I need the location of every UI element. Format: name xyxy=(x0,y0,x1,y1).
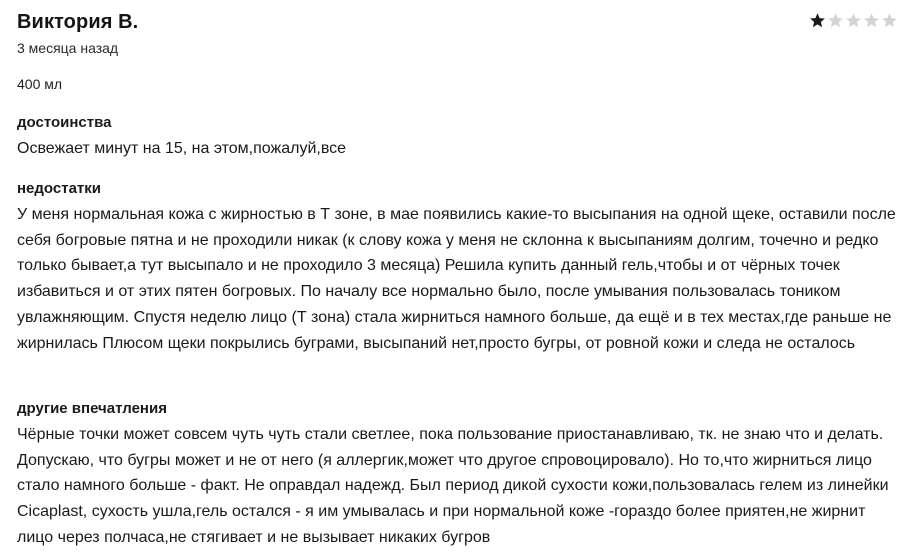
pros-title: достоинства xyxy=(17,114,112,131)
review-date: 3 месяца назад xyxy=(17,40,119,56)
cons-title: недостатки xyxy=(17,180,101,197)
star-empty-icon xyxy=(827,12,844,29)
other-impressions-title: другие впечатления xyxy=(17,400,167,417)
cons-text: У меня нормальная кожа с жирностью в Т зоне, в мае появились какие-то высыпания на одной щеке, оставили после себя богровые пятна и не проходили никак (к слову кожа у меня не склонна к высыпаниям долгим, точечно и редко только бывает,а тут высыпало и не проходило 3 месяца) Решила купить данный гель,чтобы и от чёрных точек избавиться и от этих пятен богровых. По началу все нормально было, после умывания пользовалась тоником увлажняющим. Спустя неделю лицо (Т зона) стала жирниться намного больше, да ещё и в тех местах,где раньше не жирнилась Плюсом щеки покрылись буграми, высыпаний нет,просто бугры, от ровной кожи и следа не осталось xyxy=(17,206,896,352)
star-empty-icon xyxy=(863,12,880,29)
star-empty-icon xyxy=(881,12,898,29)
product-volume: 400 мл xyxy=(17,76,63,92)
pros-text: Освежает минут на 15, на этом,пожалуй,все xyxy=(17,140,347,157)
other-impressions-text: Чёрные точки может совсем чуть чуть стали светлее, пока пользование приостанавливаю, тк. не знаю что и делать. Допускаю, что бугры может и не от него (я аллергик,может что другое спровоцировало). Но то,что жирниться лицо стало намного больше - факт. Не оправдал надежд. Был период дикой сухости кожи,пользовалась гелем из линейки Cicaplast, сухость ушла,гель остался - я им умывалась и при нормальной коже -гораздо более приятен,не жирнит лицо через полчаса,не стягивает и не вызывает никаких бугров xyxy=(17,426,889,546)
rating-stars xyxy=(809,12,898,29)
star-filled-icon xyxy=(809,12,826,29)
star-empty-icon xyxy=(845,12,862,29)
review-author-name: Виктория В. xyxy=(17,11,139,33)
